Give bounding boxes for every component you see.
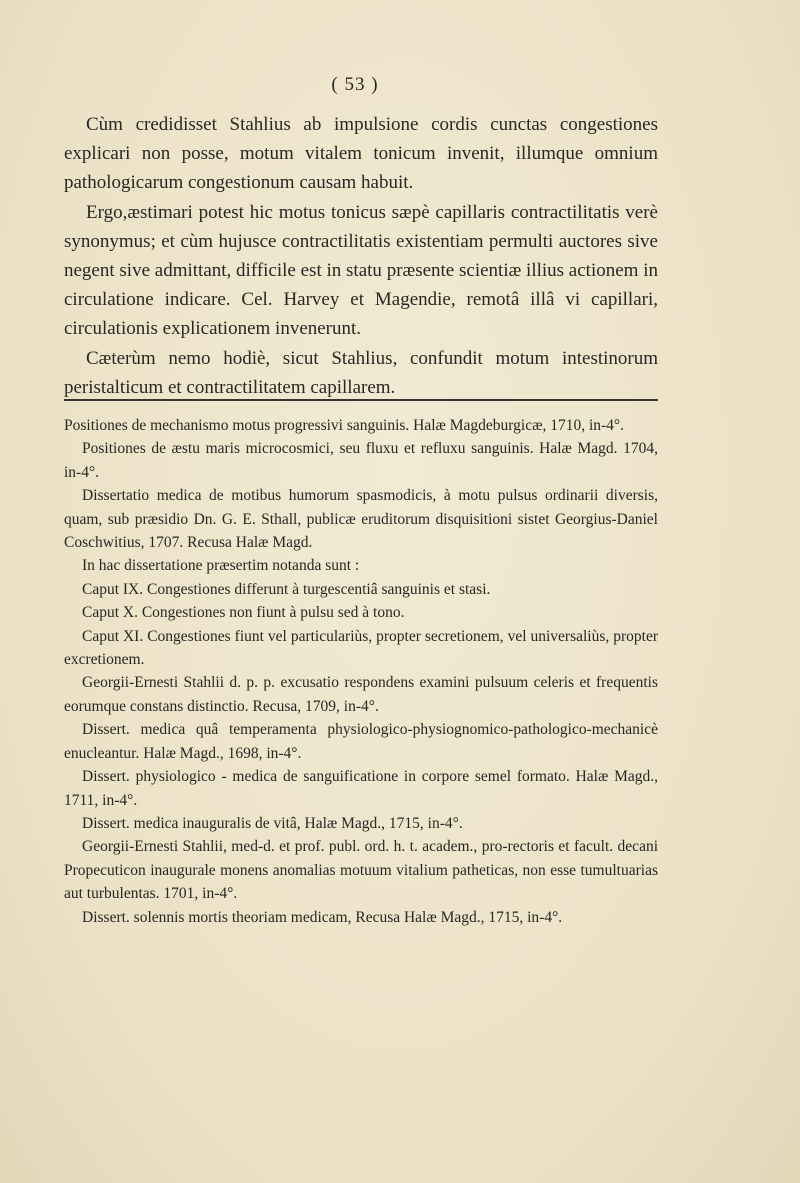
footnote-entry: Georgii-Ernesti Stahlii, med-d. et prof. publ. ord. h. t. academ., pro-rectoris et facult. decani Propecuticon inaugurale monens anomalias motuum vitalium patheticas, non esse tumultuarias aut turbulentas. 1701, in-4°. (64, 838, 658, 903)
main-paragraph: Cæterùm nemo hodiè, sicut Stahlius, confundit motum intestinorum peristalticum et contractilitatem capillarem. (64, 347, 658, 398)
main-paragraph: Ergo,æstimari potest hic motus tonicus sæpè capillaris contractilitatis verè synonymus; et cùm hujusce contractilitatis existentiam permulti auctores sive negent sive admittant, difficile est in statu præsente scientiæ illius actionem in circulatione indicare. Cel. Harvey et Magendie, remotâ illâ vi capillari, circulationis explicationem invenerunt. (64, 201, 658, 340)
footnote-entry: Positiones de æstu maris microcosmici, seu fluxu et refluxu sanguinis. Halæ Magd. 1704, in-4°. (64, 440, 658, 481)
footnote-entry: Dissertatio medica de motibus humorum spasmodicis, à motu pulsus ordinarii diversis, quam, sub præsidio Dn. G. E. Sthall, publicæ eruditorum disquisitioni sistet Georgius-Daniel Coschwitius, 1707. Recusa Halæ Magd. (64, 487, 658, 552)
footnote-entry: Caput X. Congestiones non fiunt à pulsu sed à tono. (82, 604, 405, 622)
footnote-entry: Dissert. solennis mortis theoriam medicam, Recusa Halæ Magd., 1715, in-4°. (82, 908, 563, 926)
footnote-entry: Dissert. medica quâ temperamenta physiologico-physiognomico-pathologico-mechanicè enucleantur. Halæ Magd., 1698, in-4°. (64, 721, 658, 762)
footnote-entry: Caput IX. Congestiones differunt à turgescentiâ sanguinis et stasi. (82, 580, 491, 598)
footnote-entry: Caput XI. Congestiones fiunt vel particulariùs, propter secretionem, vel universaliùs, propter excretionem. (64, 627, 658, 669)
main-paragraph: Cùm credidisset Stahlius ab impulsione cordis cunctas congestiones explicari non posse, motum vitalem tonicum invenit, illumque omnium pathologicarum congestionum causam habuit. (64, 114, 658, 194)
footnote-entry: Georgii-Ernesti Stahlii d. p. p. excusatio respondens examini pulsuum celeris et frequentis eorumque constans distinctio. Recusa, 1709, in-4°. (64, 674, 658, 715)
page-number: ( 53 ) (331, 74, 379, 95)
footnote-entry: Dissert. medica inauguralis de vitâ, Halæ Magd., 1715, in-4°. (82, 814, 463, 832)
main-text (64, 110, 658, 402)
footnote-entry: Positiones de mechanismo motus progressivi sanguinis. Halæ Magdeburgicæ, 1710, in-4°. (64, 417, 624, 434)
footnote-entry: In hac dissertatione præsertim notanda sunt : (82, 557, 360, 575)
footnotes (64, 414, 658, 929)
footnote-entry: Dissert. physiologico - medica de sanguificatione in corpore semel formato. Halæ Magd., 1711, in-4°. (64, 768, 658, 809)
footnote-divider (64, 399, 658, 401)
